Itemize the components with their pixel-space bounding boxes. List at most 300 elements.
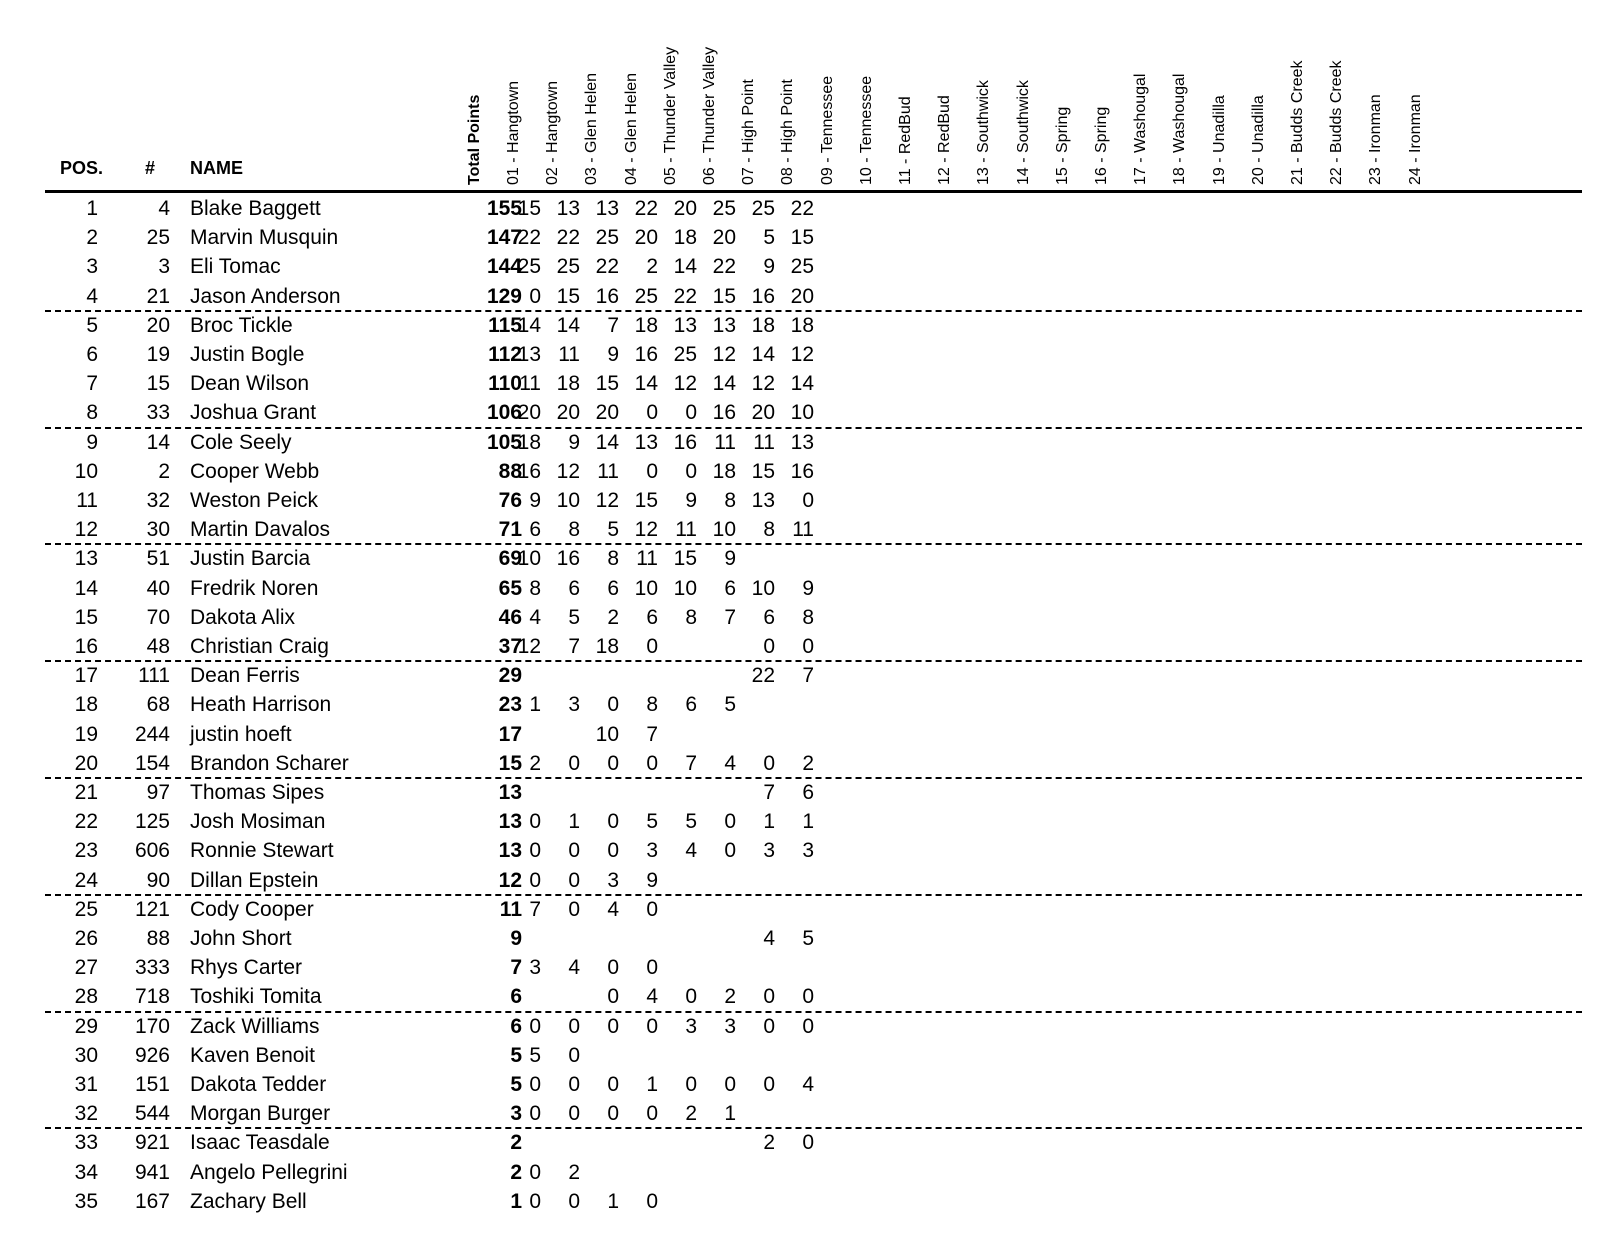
race-points-cell: 0 [646, 635, 658, 658]
race-points-cell: 2 [568, 1161, 580, 1184]
rider-name-cell: Cody Cooper [190, 898, 314, 921]
race-points-cell: 0 [724, 810, 736, 833]
total-points-cell: 105 [486, 431, 522, 454]
race-points-cell [511, 661, 541, 691]
standings-table: POS. # NAME Total Points 01 - Hangtown 02 - Hangtown 03 - Glen Helen 04 - Glen Helen 05 - Thunder Valley 06 - Thunder Valley 07 - High Point 08 - High Point 09 - Tennessee 10 - Tennessee 11 - RedBud 12 - RedBud 13 - Southwick 14 - Southwick 15 - Spring 16 - Spring 17 - Washougal 18 - Washougal 19 - Unadilla 20 - Unadilla 21 - Budds Creek 22 - Budds Creek 23 - Ironman 24 - Ironman 1 4 Blake Baggett 155 15 13 13 22 20 25 25 22 2 25 Marvin Musquin 147 22 22 25 20 18 20 5 15 3 3 Eli Tomac 144 25 25 22 2 14 22 9 25 4 21 Jason Anderson 129 0 15 16 25 22 15 16 20 5 20 Broc Tickle 115 14 14 7 18 13 13 18 18 6 19 Justin Bogle 112 13 11 9 16 25 12 14 12 7 15 Dean Wilson 110 11 18 15 14 12 14 12 14 8 33 Joshua Grant 106 20 20 20 0 0 16 20 10 9 14 Cole Seely 105 18 9 14 13 16 11 11 13 10 2 Cooper Webb 88 16 12 11 0 0 18 15 16 11 32 Weston Peick 76 9 10 12 15 9 8 13 0 12 30 Martin Davalos 71 6 8 5 12 11 10 8 11 13 51 Justin Barcia 69 10 16 8 11 15 9 14 40 Fredrik Noren 65 8 6 6 10 10 6 10 9 15 70 Dakota Alix 46 4 5 2 6 8 7 6 8 16 48 Christian Craig 37 12 7 18 0 0 0 17 111 Dean Ferris 29 22 7 18 68 Heath Harrison 23 1 3 0 8 6 5 19 244 justin hoeft 17 10 7 20 154 Brandon Scharer 15 2 0 0 0 7 4 0 2 21 97 Thomas Sipes 13 7 6 22 125 Josh Mosiman 13 0 1 0 5 5 0 1 1 23 606 Ronnie Stewart 13 0 0 0 3 4 0 3 3 24 90 Dillan Epstein 12 0 0 3 9 25 121 Cody Cooper 11 7 0 4 0 26 88 John Short 9 4 5 27 333 Rhys Carter 7 3 4 0 0 28 718 Toshiki Tomita 6 0 4 0 2 0 0 29 170 Zack Williams 6 0 0 0 0 3 3 0 0 30 926 Kaven Benoit 5 5 0 31 151 Dakota Tedder 5 0 0 0 1 0 0 0 4 32 544 Morgan Burger 3 0 0 0 0 2 1 33 921 Isaac Teasdale 2 2 0 34 941 Angelo Pellegrini 2 0 2 35 167 Zachary Bell 1 0 0 1 0 [0, 0, 1612, 1242]
total-points-cell: 13 [498, 781, 522, 804]
race-points-cell: 0 [607, 810, 619, 833]
table-row [0, 1128, 1600, 1158]
race-points-cell: 22 [751, 664, 775, 687]
race-points-cell: 15 [634, 489, 658, 512]
race-points-cell: 4 [763, 927, 775, 950]
race-points-cell [745, 720, 775, 750]
race-points-cell: 13 [712, 314, 736, 337]
race-points-cell [667, 953, 697, 983]
rider-number-cell: 718 [134, 985, 170, 1008]
table-row [0, 574, 1600, 604]
race-points-cell: 0 [685, 401, 697, 424]
race-points-cell: 16 [556, 547, 580, 570]
race-points-cell [589, 1158, 619, 1188]
rider-name-cell: Zachary Bell [190, 1190, 307, 1213]
rider-number-cell: 154 [134, 752, 170, 775]
race-points-cell: 10 [790, 401, 814, 424]
total-points-cell: 115 [488, 314, 522, 337]
header-rule [45, 190, 1582, 193]
race-points-cell: 0 [685, 1073, 697, 1096]
race-points-cell: 8 [763, 518, 775, 541]
race-points-cell: 0 [529, 1161, 541, 1184]
race-points-cell [745, 1158, 775, 1188]
race-points-cell: 12 [751, 372, 775, 395]
rider-number-cell: 333 [134, 956, 170, 979]
race-points-cell: 3 [607, 869, 619, 892]
race-points-cell: 0 [646, 956, 658, 979]
rider-number-cell: 111 [138, 664, 170, 687]
race-points-cell [511, 1128, 541, 1158]
race-points-cell: 9 [802, 577, 814, 600]
race-points-cell: 13 [517, 343, 541, 366]
rider-name-cell: Justin Bogle [190, 343, 305, 366]
race-points-cell: 0 [802, 985, 814, 1008]
rider-number-cell: 921 [134, 1131, 170, 1154]
race-points-cell: 8 [724, 489, 736, 512]
race-points-cell [706, 953, 736, 983]
race-points-cell: 4 [685, 839, 697, 862]
race-points-cell [745, 1187, 775, 1217]
total-points-cell: 110 [488, 372, 522, 395]
race-points-cell: 7 [685, 752, 697, 775]
race-points-cell: 20 [556, 401, 580, 424]
race-points-cell: 18 [556, 372, 580, 395]
race-points-cell [667, 632, 697, 662]
race-points-cell: 16 [712, 401, 736, 424]
table-row [0, 486, 1600, 516]
race-points-cell [589, 924, 619, 954]
position-cell: 32 [74, 1102, 98, 1125]
position-cell: 26 [74, 927, 98, 950]
position-cell: 16 [74, 635, 98, 658]
table-row [0, 632, 1600, 662]
rider-number-cell: 33 [146, 401, 170, 424]
race-points-cell: 0 [607, 985, 619, 1008]
race-points-cell: 0 [568, 1044, 580, 1067]
table-row [0, 311, 1600, 341]
race-points-cell [706, 778, 736, 808]
total-points-cell: 155 [486, 197, 522, 220]
position-cell: 27 [74, 956, 98, 979]
rider-name-cell: Rhys Carter [190, 956, 303, 979]
table-row [0, 340, 1600, 370]
race-points-cell: 0 [763, 1015, 775, 1038]
race-points-cell [784, 895, 814, 925]
race-points-cell [706, 1128, 736, 1158]
race-points-cell: 9 [763, 255, 775, 278]
total-points-cell: 37 [498, 635, 522, 658]
table-row [0, 1187, 1600, 1217]
race-points-cell: 3 [529, 956, 541, 979]
table-row [0, 895, 1600, 925]
table-row [0, 603, 1600, 633]
race-points-cell [589, 1041, 619, 1071]
position-cell: 1 [86, 197, 98, 220]
rider-number-cell: 68 [146, 693, 170, 716]
rider-name-cell: Dean Wilson [190, 372, 310, 395]
rider-name-cell: Jason Anderson [190, 285, 341, 308]
total-points-cell: 9 [510, 927, 522, 950]
number-header: # [145, 158, 156, 178]
race-points-cell: 15 [790, 226, 814, 249]
race-points-cell [667, 661, 697, 691]
race-points-cell [628, 1041, 658, 1071]
race-points-cell: 0 [568, 752, 580, 775]
table-row [0, 252, 1600, 282]
race-points-cell: 9 [529, 489, 541, 512]
position-cell: 7 [86, 372, 98, 395]
race-points-cell: 10 [751, 577, 775, 600]
race-points-cell: 5 [763, 226, 775, 249]
rider-name-cell: Weston Peick [190, 489, 318, 512]
race-points-cell [784, 720, 814, 750]
race-points-cell [784, 953, 814, 983]
race-points-cell: 2 [763, 1131, 775, 1154]
race-points-cell: 18 [790, 314, 814, 337]
race-points-cell: 10 [634, 577, 658, 600]
rider-name-cell: Thomas Sipes [190, 781, 325, 804]
race-points-cell: 25 [517, 255, 541, 278]
race-points-cell: 0 [763, 635, 775, 658]
race-points-cell: 0 [685, 985, 697, 1008]
race-points-cell: 6 [529, 518, 541, 541]
rider-name-cell: Dean Ferris [190, 664, 300, 687]
race-points-cell: 0 [568, 898, 580, 921]
table-row [0, 223, 1600, 253]
rider-name-cell: Josh Mosiman [190, 810, 326, 833]
race-points-cell [628, 1158, 658, 1188]
race-points-cell: 0 [568, 1015, 580, 1038]
race-points-cell: 0 [529, 839, 541, 862]
rider-name-cell: Toshiki Tomita [190, 985, 322, 1008]
race-points-cell: 13 [790, 431, 814, 454]
race-points-cell: 11 [792, 518, 814, 541]
race-points-cell: 14 [712, 372, 736, 395]
race-points-cell: 0 [568, 839, 580, 862]
race-points-cell [745, 690, 775, 720]
race-points-cell: 20 [790, 285, 814, 308]
total-points-cell: 2 [510, 1161, 522, 1184]
race-points-cell: 6 [802, 781, 814, 804]
race-points-cell: 8 [529, 577, 541, 600]
position-cell: 18 [74, 693, 98, 716]
race-points-cell [667, 866, 697, 896]
table-row [0, 1041, 1600, 1071]
race-points-cell [550, 982, 580, 1012]
total-points-cell: 7 [510, 956, 522, 979]
race-points-cell: 14 [751, 343, 775, 366]
race-points-cell: 15 [517, 197, 541, 220]
position-cell: 14 [74, 577, 98, 600]
race-points-cell [784, 866, 814, 896]
race-points-cell: 20 [751, 401, 775, 424]
rider-number-cell: 97 [146, 781, 170, 804]
rider-number-cell: 70 [146, 606, 170, 629]
race-points-cell [784, 544, 814, 574]
total-points-cell: 15 [498, 752, 522, 775]
race-points-cell: 8 [802, 606, 814, 629]
race-points-cell: 12 [517, 635, 541, 658]
rider-number-cell: 941 [134, 1161, 170, 1184]
rider-name-cell: Cooper Webb [190, 460, 320, 483]
rider-number-cell: 15 [146, 372, 170, 395]
race-points-cell: 20 [595, 401, 619, 424]
race-points-cell: 18 [751, 314, 775, 337]
race-points-cell: 18 [517, 431, 541, 454]
total-points-cell: 2 [510, 1131, 522, 1154]
race-points-cell: 0 [607, 956, 619, 979]
total-points-cell: 6 [510, 1015, 522, 1038]
race-points-cell: 20 [673, 197, 697, 220]
table-row [0, 194, 1600, 224]
race-points-cell: 5 [802, 927, 814, 950]
rider-number-cell: 121 [134, 898, 170, 921]
race-points-cell: 11 [714, 431, 736, 454]
race-points-cell: 2 [607, 606, 619, 629]
race-points-cell: 25 [556, 255, 580, 278]
race-points-cell: 2 [685, 1102, 697, 1125]
race-points-cell: 11 [753, 431, 775, 454]
race-points-cell [550, 924, 580, 954]
race-points-cell: 6 [763, 606, 775, 629]
race-points-cell: 14 [634, 372, 658, 395]
race-points-cell: 9 [724, 547, 736, 570]
race-points-cell [667, 1187, 697, 1217]
total-points-cell: 6 [510, 985, 522, 1008]
table-row [0, 1099, 1600, 1129]
race-points-cell: 11 [675, 518, 697, 541]
race-points-cell [667, 924, 697, 954]
total-points-cell: 1 [510, 1190, 522, 1213]
race-points-cell [667, 1041, 697, 1071]
race-points-cell: 13 [751, 489, 775, 512]
rider-number-cell: 19 [146, 343, 170, 366]
total-points-cell: 5 [510, 1044, 522, 1067]
position-cell: 24 [74, 869, 98, 892]
race-points-cell: 12 [712, 343, 736, 366]
rider-number-cell: 606 [134, 839, 170, 862]
rider-name-cell: Justin Barcia [190, 547, 311, 570]
race-points-cell: 25 [595, 226, 619, 249]
race-points-cell [667, 1128, 697, 1158]
race-points-cell: 25 [790, 255, 814, 278]
table-row [0, 807, 1600, 837]
race-points-cell [628, 778, 658, 808]
race-points-cell: 8 [568, 518, 580, 541]
rider-name-cell: Broc Tickle [190, 314, 293, 337]
race-points-cell: 8 [607, 547, 619, 570]
race-points-cell: 15 [673, 547, 697, 570]
table-row [0, 749, 1600, 779]
rider-number-cell: 3 [158, 255, 170, 278]
race-points-cell [745, 544, 775, 574]
position-cell: 17 [74, 664, 98, 687]
race-points-cell: 6 [568, 577, 580, 600]
rider-number-cell: 125 [134, 810, 170, 833]
total-points-cell: 13 [498, 810, 522, 833]
race-points-cell [784, 1158, 814, 1188]
position-cell: 12 [74, 518, 98, 541]
race-points-cell: 11 [558, 343, 580, 366]
position-cell: 34 [74, 1161, 98, 1184]
race-points-cell [784, 1041, 814, 1071]
race-points-cell: 12 [595, 489, 619, 512]
race-points-cell [667, 778, 697, 808]
race-points-cell: 4 [568, 956, 580, 979]
race-points-cell [784, 1099, 814, 1129]
race-points-cell: 6 [685, 693, 697, 716]
race-points-cell: 3 [685, 1015, 697, 1038]
race-points-cell: 4 [646, 985, 658, 1008]
race-points-cell [511, 924, 541, 954]
position-cell: 33 [74, 1131, 98, 1154]
race-points-cell [511, 778, 541, 808]
rider-name-cell: Christian Craig [190, 635, 329, 658]
rider-number-cell: 2 [158, 460, 170, 483]
race-points-cell: 9 [646, 869, 658, 892]
race-points-cell: 4 [724, 752, 736, 775]
race-points-cell [745, 1099, 775, 1129]
rider-number-cell: 90 [146, 869, 170, 892]
rider-number-cell: 4 [158, 197, 170, 220]
race-points-cell [706, 720, 736, 750]
table-row [0, 720, 1600, 750]
position-cell: 3 [86, 255, 98, 278]
race-points-cell [628, 661, 658, 691]
race-points-cell: 22 [517, 226, 541, 249]
position-cell: 35 [74, 1190, 98, 1213]
rider-number-cell: 21 [146, 285, 170, 308]
race-points-cell: 4 [607, 898, 619, 921]
rider-name-cell: John Short [190, 927, 292, 950]
race-points-cell [667, 720, 697, 750]
race-points-cell: 7 [529, 898, 541, 921]
race-points-cell: 6 [646, 606, 658, 629]
race-points-cell: 20 [517, 401, 541, 424]
total-points-cell: 106 [486, 401, 522, 424]
race-points-cell: 3 [724, 1015, 736, 1038]
race-points-cell: 16 [634, 343, 658, 366]
table-row [0, 953, 1600, 983]
race-points-cell: 7 [607, 314, 619, 337]
race-points-cell: 14 [673, 255, 697, 278]
position-cell: 11 [76, 489, 98, 512]
total-points-cell: 12 [498, 869, 522, 892]
table-row [0, 1012, 1600, 1042]
race-points-cell: 0 [529, 1190, 541, 1213]
race-points-cell: 12 [634, 518, 658, 541]
race-points-cell: 13 [673, 314, 697, 337]
table-row [0, 1070, 1600, 1100]
race-points-cell: 0 [763, 752, 775, 775]
position-cell: 15 [74, 606, 98, 629]
table-row [0, 690, 1600, 720]
rider-name-cell: Blake Baggett [190, 197, 321, 220]
race-points-cell: 0 [802, 1015, 814, 1038]
table-row [0, 398, 1600, 428]
rider-number-cell: 32 [146, 489, 170, 512]
race-points-cell: 3 [763, 839, 775, 862]
race-points-cell: 16 [595, 285, 619, 308]
position-cell: 5 [86, 314, 98, 337]
race-points-cell: 0 [529, 1102, 541, 1125]
race-points-cell: 1 [568, 810, 580, 833]
position-cell: 8 [86, 401, 98, 424]
race-points-cell: 16 [790, 460, 814, 483]
race-points-cell: 1 [646, 1073, 658, 1096]
table-row [0, 778, 1600, 808]
race-points-cell [745, 1041, 775, 1071]
rider-name-cell: Cole Seely [190, 431, 292, 454]
race-points-cell: 2 [724, 985, 736, 1008]
table-row [0, 544, 1600, 574]
race-points-cell: 0 [568, 1073, 580, 1096]
race-points-cell: 10 [673, 577, 697, 600]
table-row [0, 515, 1600, 545]
position-cell: 6 [86, 343, 98, 366]
race-points-cell: 0 [685, 460, 697, 483]
race-points-cell: 2 [646, 255, 658, 278]
position-cell: 23 [74, 839, 98, 862]
race-points-cell: 5 [724, 693, 736, 716]
race-points-cell: 9 [607, 343, 619, 366]
position-cell: 4 [86, 285, 98, 308]
race-points-cell: 13 [634, 431, 658, 454]
race-points-cell: 7 [568, 635, 580, 658]
name-header: NAME [190, 158, 243, 178]
race-points-cell: 16 [517, 460, 541, 483]
race-points-cell: 15 [595, 372, 619, 395]
race-points-cell: 5 [568, 606, 580, 629]
race-points-cell: 1 [802, 810, 814, 833]
race-points-cell [784, 1187, 814, 1217]
race-points-cell: 25 [712, 197, 736, 220]
race-points-cell: 11 [519, 372, 541, 395]
race-points-cell: 1 [529, 693, 541, 716]
rider-number-cell: 25 [146, 226, 170, 249]
rider-number-cell: 244 [134, 723, 170, 746]
race-points-cell: 0 [646, 752, 658, 775]
total-points-cell: 76 [498, 489, 522, 512]
race-points-cell: 9 [568, 431, 580, 454]
race-points-cell: 22 [712, 255, 736, 278]
rider-number-cell: 51 [146, 547, 170, 570]
race-points-cell: 9 [685, 489, 697, 512]
total-points-cell: 65 [498, 577, 522, 600]
race-points-cell: 0 [529, 810, 541, 833]
race-points-cell [550, 778, 580, 808]
position-cell: 13 [74, 547, 98, 570]
race-points-cell: 18 [595, 635, 619, 658]
race-points-cell [706, 661, 736, 691]
race-points-cell: 3 [568, 693, 580, 716]
rider-name-cell: Kaven Benoit [190, 1044, 315, 1067]
race-points-cell: 3 [802, 839, 814, 862]
race-points-cell: 5 [607, 518, 619, 541]
race-points-cell: 13 [595, 197, 619, 220]
race-points-cell: 0 [802, 635, 814, 658]
table-row [0, 924, 1600, 954]
total-points-cell: 29 [498, 664, 522, 687]
race-points-cell: 18 [712, 460, 736, 483]
race-points-cell: 25 [634, 285, 658, 308]
